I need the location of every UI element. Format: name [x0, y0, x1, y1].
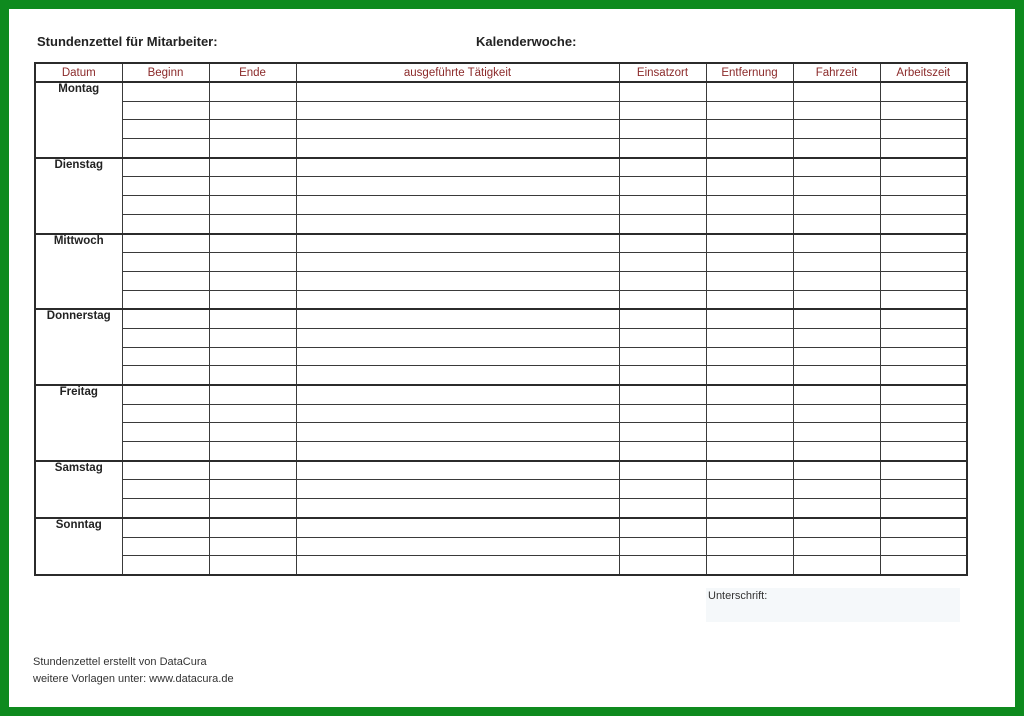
entry-cell[interactable]: [706, 158, 793, 177]
entry-cell[interactable]: [880, 214, 967, 233]
entry-cell[interactable]: [296, 423, 619, 442]
entry-cell[interactable]: [122, 196, 209, 215]
entry-cell[interactable]: [296, 499, 619, 518]
column-header: Einsatzort: [619, 63, 706, 82]
entry-cell[interactable]: [880, 518, 967, 537]
entry-cell[interactable]: [209, 537, 296, 556]
entry-cell[interactable]: [880, 423, 967, 442]
entry-cell[interactable]: [296, 385, 619, 404]
entry-cell[interactable]: [296, 101, 619, 120]
entry-cell[interactable]: [122, 253, 209, 272]
entry-cell[interactable]: [296, 290, 619, 309]
entry-cell[interactable]: [209, 556, 296, 575]
entry-cell[interactable]: [122, 537, 209, 556]
table-row: [35, 499, 967, 518]
entry-cell[interactable]: [706, 253, 793, 272]
signature-field[interactable]: [706, 588, 960, 622]
entry-cell[interactable]: [122, 423, 209, 442]
entry-cell[interactable]: [793, 366, 880, 385]
table-row: [35, 461, 967, 480]
entry-cell[interactable]: [296, 347, 619, 366]
entry-cell[interactable]: [706, 537, 793, 556]
entry-cell[interactable]: [619, 253, 706, 272]
entry-cell[interactable]: [706, 442, 793, 461]
entry-cell[interactable]: [296, 177, 619, 196]
entry-cell[interactable]: [619, 385, 706, 404]
entry-cell[interactable]: [793, 82, 880, 101]
entry-cell[interactable]: [793, 423, 880, 442]
entry-cell[interactable]: [880, 309, 967, 328]
entry-cell[interactable]: [296, 214, 619, 233]
entry-cell[interactable]: [619, 101, 706, 120]
entry-cell[interactable]: [793, 442, 880, 461]
entry-cell[interactable]: [880, 139, 967, 158]
signature-label: Unterschrift:: [708, 590, 768, 602]
entry-cell[interactable]: [209, 120, 296, 139]
entry-cell[interactable]: [122, 290, 209, 309]
entry-cell[interactable]: [619, 461, 706, 480]
entry-cell[interactable]: [619, 196, 706, 215]
entry-cell[interactable]: [793, 328, 880, 347]
entry-cell[interactable]: [619, 309, 706, 328]
entry-cell[interactable]: [880, 499, 967, 518]
entry-cell[interactable]: [706, 290, 793, 309]
entry-cell[interactable]: [793, 158, 880, 177]
table-row: [35, 101, 967, 120]
entry-cell[interactable]: [619, 271, 706, 290]
entry-cell[interactable]: [209, 328, 296, 347]
day-label: Samstag: [35, 461, 122, 518]
table-row: [35, 234, 967, 253]
entry-cell[interactable]: [706, 234, 793, 253]
entry-cell[interactable]: [122, 120, 209, 139]
table-row: [35, 404, 967, 423]
entry-cell[interactable]: [880, 442, 967, 461]
entry-cell[interactable]: [209, 461, 296, 480]
column-header: Fahrzeit: [793, 63, 880, 82]
table-row: [35, 556, 967, 575]
table-row: [35, 82, 967, 101]
entry-cell[interactable]: [296, 366, 619, 385]
entry-cell[interactable]: [619, 556, 706, 575]
entry-cell[interactable]: [619, 139, 706, 158]
entry-cell[interactable]: [209, 309, 296, 328]
entry-cell[interactable]: [880, 461, 967, 480]
entry-cell[interactable]: [793, 271, 880, 290]
column-header: ausgeführte Tätigkeit: [296, 63, 619, 82]
table-row: [35, 120, 967, 139]
table-row: [35, 253, 967, 272]
entry-cell[interactable]: [296, 442, 619, 461]
table-row: [35, 347, 967, 366]
entry-cell[interactable]: [793, 253, 880, 272]
entry-cell[interactable]: [619, 158, 706, 177]
entry-cell[interactable]: [209, 214, 296, 233]
entry-cell[interactable]: [209, 158, 296, 177]
entry-cell[interactable]: [880, 480, 967, 499]
entry-cell[interactable]: [706, 139, 793, 158]
entry-cell[interactable]: [209, 366, 296, 385]
entry-cell[interactable]: [209, 290, 296, 309]
table-row: [35, 290, 967, 309]
entry-cell[interactable]: [880, 196, 967, 215]
entry-cell[interactable]: [706, 309, 793, 328]
entry-cell[interactable]: [296, 518, 619, 537]
entry-cell[interactable]: [793, 309, 880, 328]
column-header: Datum: [35, 63, 122, 82]
entry-cell[interactable]: [793, 101, 880, 120]
entry-cell[interactable]: [296, 139, 619, 158]
entry-cell[interactable]: [122, 214, 209, 233]
entry-cell[interactable]: [209, 423, 296, 442]
entry-cell[interactable]: [122, 366, 209, 385]
entry-cell[interactable]: [706, 385, 793, 404]
entry-cell[interactable]: [880, 253, 967, 272]
entry-cell[interactable]: [880, 366, 967, 385]
entry-cell[interactable]: [793, 480, 880, 499]
entry-cell[interactable]: [880, 385, 967, 404]
table-row: [35, 309, 967, 328]
table-row: [35, 177, 967, 196]
entry-cell[interactable]: [296, 328, 619, 347]
entry-cell[interactable]: [296, 271, 619, 290]
entry-cell[interactable]: [122, 499, 209, 518]
entry-cell[interactable]: [793, 177, 880, 196]
entry-cell[interactable]: [880, 234, 967, 253]
entry-cell[interactable]: [793, 347, 880, 366]
footer-templates-link[interactable]: weitere Vorlagen unter: www.datacura.de: [33, 673, 234, 685]
entry-cell[interactable]: [793, 499, 880, 518]
table-row: [35, 214, 967, 233]
entry-cell[interactable]: [209, 253, 296, 272]
entry-cell[interactable]: [122, 328, 209, 347]
entry-cell[interactable]: [619, 328, 706, 347]
entry-cell[interactable]: [706, 404, 793, 423]
entry-cell[interactable]: [880, 158, 967, 177]
entry-cell[interactable]: [209, 518, 296, 537]
entry-cell[interactable]: [793, 234, 880, 253]
entry-cell[interactable]: [706, 499, 793, 518]
entry-cell[interactable]: [619, 120, 706, 139]
entry-cell[interactable]: [706, 480, 793, 499]
entry-cell[interactable]: [209, 271, 296, 290]
table-row: [35, 480, 967, 499]
entry-cell[interactable]: [706, 196, 793, 215]
entry-cell[interactable]: [209, 442, 296, 461]
entry-cell[interactable]: [122, 158, 209, 177]
entry-cell[interactable]: [706, 423, 793, 442]
entry-cell[interactable]: [880, 82, 967, 101]
entry-cell[interactable]: [880, 177, 967, 196]
column-header: Entfernung: [706, 63, 793, 82]
entry-cell[interactable]: [122, 518, 209, 537]
entry-cell[interactable]: [706, 101, 793, 120]
entry-cell[interactable]: [793, 518, 880, 537]
entry-cell[interactable]: [880, 537, 967, 556]
entry-cell[interactable]: [880, 271, 967, 290]
entry-cell[interactable]: [296, 158, 619, 177]
entry-cell[interactable]: [296, 309, 619, 328]
entry-cell[interactable]: [619, 82, 706, 101]
entry-cell[interactable]: [122, 309, 209, 328]
entry-cell[interactable]: [793, 290, 880, 309]
entry-cell[interactable]: [209, 480, 296, 499]
entry-cell[interactable]: [793, 385, 880, 404]
timesheet-table: [34, 62, 968, 576]
entry-cell[interactable]: [706, 328, 793, 347]
table-row: [35, 385, 967, 404]
day-label: Donnerstag: [35, 309, 122, 385]
entry-cell[interactable]: [619, 366, 706, 385]
entry-cell[interactable]: [619, 442, 706, 461]
entry-cell[interactable]: [880, 328, 967, 347]
entry-cell[interactable]: [619, 480, 706, 499]
entry-cell[interactable]: [706, 518, 793, 537]
column-header: Arbeitszeit: [880, 63, 967, 82]
entry-cell[interactable]: [619, 537, 706, 556]
entry-cell[interactable]: [209, 101, 296, 120]
entry-cell[interactable]: [793, 120, 880, 139]
entry-cell[interactable]: [706, 120, 793, 139]
entry-cell[interactable]: [619, 214, 706, 233]
entry-cell[interactable]: [296, 82, 619, 101]
entry-cell[interactable]: [122, 556, 209, 575]
entry-cell[interactable]: [880, 101, 967, 120]
day-label: Montag: [35, 82, 122, 158]
entry-cell[interactable]: [706, 366, 793, 385]
day-label: Mittwoch: [35, 234, 122, 310]
entry-cell[interactable]: [209, 234, 296, 253]
entry-cell[interactable]: [122, 404, 209, 423]
entry-cell[interactable]: [793, 404, 880, 423]
entry-cell[interactable]: [619, 347, 706, 366]
entry-cell[interactable]: [122, 177, 209, 196]
table-row: [35, 271, 967, 290]
column-header: Beginn: [122, 63, 209, 82]
entry-cell[interactable]: [880, 556, 967, 575]
entry-cell[interactable]: [122, 461, 209, 480]
entry-cell[interactable]: [793, 537, 880, 556]
entry-cell[interactable]: [619, 499, 706, 518]
entry-cell[interactable]: [619, 423, 706, 442]
table-row: [35, 328, 967, 347]
calendar-week-label: Kalenderwoche:: [476, 34, 577, 49]
table-row: [35, 158, 967, 177]
entry-cell[interactable]: [122, 385, 209, 404]
entry-cell[interactable]: [209, 347, 296, 366]
entry-cell[interactable]: [619, 234, 706, 253]
day-label: Freitag: [35, 385, 122, 461]
timesheet-title: Stundenzettel für Mitarbeiter:: [37, 34, 218, 49]
column-header: Ende: [209, 63, 296, 82]
entry-cell[interactable]: [122, 442, 209, 461]
entry-cell[interactable]: [706, 347, 793, 366]
entry-cell[interactable]: [296, 234, 619, 253]
entry-cell[interactable]: [880, 347, 967, 366]
table-row: [35, 366, 967, 385]
entry-cell[interactable]: [706, 214, 793, 233]
entry-cell[interactable]: [122, 480, 209, 499]
entry-cell[interactable]: [209, 404, 296, 423]
entry-cell[interactable]: [296, 480, 619, 499]
entry-cell[interactable]: [619, 290, 706, 309]
entry-cell[interactable]: [296, 196, 619, 215]
entry-cell[interactable]: [296, 253, 619, 272]
entry-cell[interactable]: [706, 82, 793, 101]
entry-cell[interactable]: [880, 290, 967, 309]
entry-cell[interactable]: [209, 139, 296, 158]
entry-cell[interactable]: [619, 518, 706, 537]
entry-cell[interactable]: [793, 461, 880, 480]
day-label: Dienstag: [35, 158, 122, 234]
entry-cell[interactable]: [122, 271, 209, 290]
entry-cell[interactable]: [122, 347, 209, 366]
entry-cell[interactable]: [880, 404, 967, 423]
entry-cell[interactable]: [296, 537, 619, 556]
entry-cell[interactable]: [209, 385, 296, 404]
entry-cell[interactable]: [122, 234, 209, 253]
entry-cell[interactable]: [793, 214, 880, 233]
header-row: [35, 63, 967, 82]
entry-cell[interactable]: [122, 101, 209, 120]
day-label: Sonntag: [35, 518, 122, 575]
entry-cell[interactable]: [122, 139, 209, 158]
entry-cell[interactable]: [793, 556, 880, 575]
entry-cell[interactable]: [619, 404, 706, 423]
entry-cell[interactable]: [296, 404, 619, 423]
table-row: [35, 537, 967, 556]
table-row: [35, 442, 967, 461]
table-row: [35, 518, 967, 537]
entry-cell[interactable]: [793, 139, 880, 158]
footer-credit: Stundenzettel erstellt von DataCura: [33, 656, 207, 668]
entry-cell[interactable]: [209, 82, 296, 101]
entry-cell[interactable]: [209, 499, 296, 518]
entry-cell[interactable]: [619, 177, 706, 196]
entry-cell[interactable]: [122, 82, 209, 101]
entry-cell[interactable]: [706, 271, 793, 290]
entry-cell[interactable]: [209, 177, 296, 196]
table-row: [35, 196, 967, 215]
entry-cell[interactable]: [706, 556, 793, 575]
table-row: [35, 139, 967, 158]
entry-cell[interactable]: [793, 196, 880, 215]
entry-cell[interactable]: [706, 177, 793, 196]
table-row: [35, 423, 967, 442]
entry-cell[interactable]: [209, 196, 296, 215]
entry-cell[interactable]: [296, 556, 619, 575]
entry-cell[interactable]: [296, 120, 619, 139]
entry-cell[interactable]: [296, 461, 619, 480]
entry-cell[interactable]: [880, 120, 967, 139]
entry-cell[interactable]: [706, 461, 793, 480]
